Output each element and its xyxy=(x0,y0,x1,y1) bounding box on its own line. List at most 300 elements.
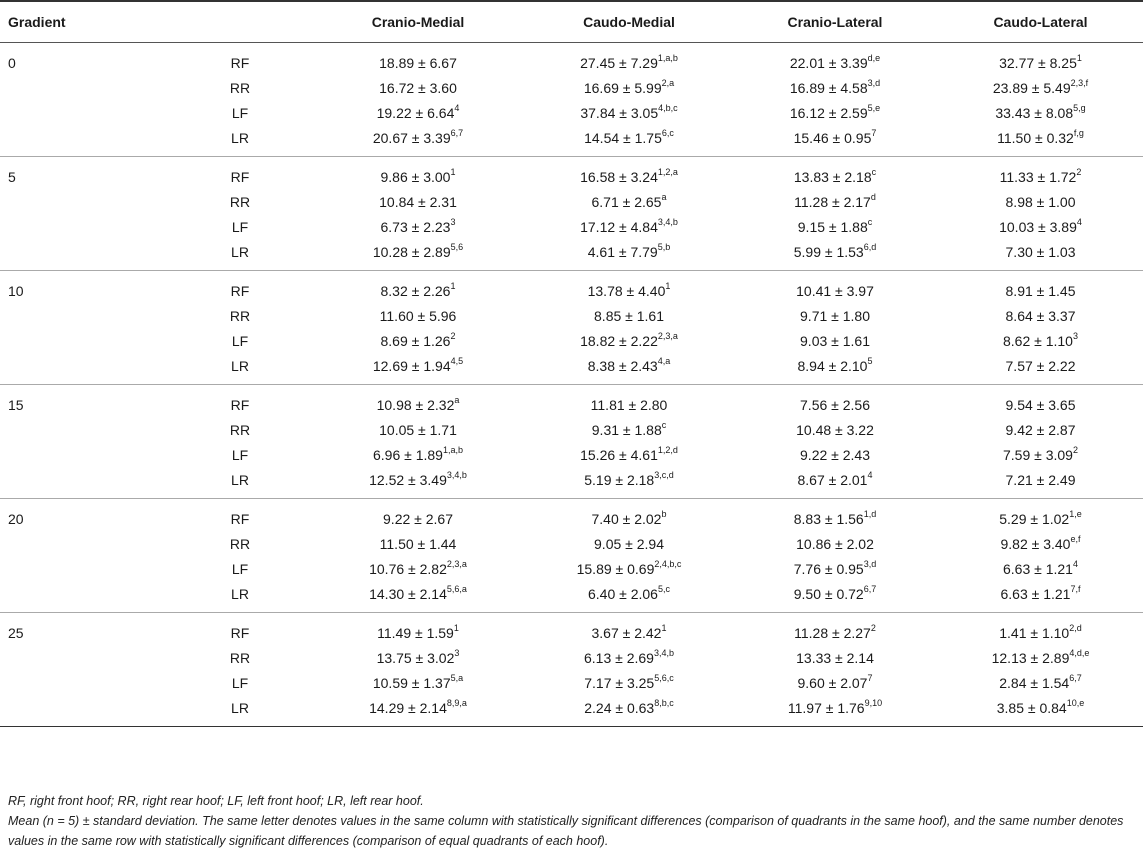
value-cell xyxy=(526,417,732,442)
mean-sd-value: 32.77 ± 8.25 xyxy=(999,54,1077,71)
significance-marker: 5,6,a xyxy=(446,583,467,594)
table-row xyxy=(0,613,1143,646)
mean-sd-value: 14.30 ± 2.14 xyxy=(369,585,447,602)
mean-sd-value: 8.38 ± 2.43 xyxy=(587,357,658,374)
table-row xyxy=(0,100,1143,125)
value-cell xyxy=(310,499,526,532)
value-cell xyxy=(310,417,526,442)
value-cell xyxy=(938,385,1143,418)
hoof-cell: LF xyxy=(231,446,249,463)
value-cell xyxy=(526,189,732,214)
significance-marker: 5 xyxy=(867,355,873,366)
value-cell xyxy=(526,75,732,100)
value-cell xyxy=(310,353,526,385)
mean-sd-value: 6.73 ± 2.23 xyxy=(380,218,451,235)
statistics-note: Mean (n = 5) ± standard deviation. The same letter denotes values in the same column with statistically significant differences (comparison of quadrants in the same hoof), and the same number denotes values in the same row with statistically significant differences (comparison of equal quadrants of each hoof). xyxy=(8,814,1124,848)
value-cell xyxy=(310,328,526,353)
value-cell xyxy=(732,189,938,214)
mean-sd-value: 7.21 ± 2.49 xyxy=(1005,471,1076,488)
value-cell xyxy=(310,189,526,214)
value-cell xyxy=(526,271,732,304)
significance-marker: 3,4,b xyxy=(653,647,674,658)
gradient-cell: 25 xyxy=(8,624,24,641)
mean-sd-value: 7.59 ± 3.09 xyxy=(1003,446,1073,463)
gradient-cell xyxy=(0,417,170,442)
significance-marker: 5,e xyxy=(867,102,881,113)
value-cell xyxy=(310,214,526,239)
value-cell xyxy=(938,125,1143,157)
hoof-cell: LR xyxy=(170,695,310,727)
hoof-cell: RR xyxy=(229,307,251,324)
gradient-cell xyxy=(0,214,170,239)
significance-marker: 4 xyxy=(454,102,460,113)
gradient-cell xyxy=(0,442,170,467)
significance-marker: e,f xyxy=(1070,533,1081,544)
mean-sd-value: 11.28 ± 2.17 xyxy=(794,193,871,210)
table-row xyxy=(0,581,1143,613)
gradient-cell xyxy=(0,695,170,727)
hoof-cell: RF xyxy=(230,54,250,71)
value-cell xyxy=(310,43,526,76)
value-cell xyxy=(526,442,732,467)
significance-marker: 6,c xyxy=(661,127,674,138)
table-row xyxy=(0,125,1143,157)
significance-marker: 2,4,b,c xyxy=(654,558,682,569)
significance-marker: 6,d xyxy=(863,241,877,252)
significance-marker: 2 xyxy=(1076,166,1082,177)
value-cell xyxy=(526,499,732,532)
table-row xyxy=(0,189,1143,214)
gradient-cell xyxy=(0,353,170,385)
value-cell xyxy=(310,303,526,328)
value-cell xyxy=(310,695,526,727)
mean-sd-value: 16.72 ± 3.60 xyxy=(379,79,457,96)
value-cell xyxy=(732,417,938,442)
value-cell xyxy=(526,239,732,271)
value-cell xyxy=(938,303,1143,328)
mean-sd-value: 6.96 ± 1.89 xyxy=(373,446,443,463)
hoof-cell: RR xyxy=(229,421,251,438)
significance-marker: 7 xyxy=(871,127,877,138)
mean-sd-value: 17.12 ± 4.84 xyxy=(580,218,658,235)
significance-marker: 2 xyxy=(450,330,456,341)
significance-marker: 8,b,c xyxy=(654,697,674,708)
mean-sd-value: 10.28 ± 2.89 xyxy=(372,243,451,260)
value-cell xyxy=(938,353,1143,385)
mean-sd-value: 6.40 ± 2.06 xyxy=(588,585,658,602)
mean-sd-value: 19.22 ± 6.64 xyxy=(376,104,455,121)
value-cell xyxy=(938,328,1143,353)
significance-marker: 2 xyxy=(1072,444,1078,455)
value-cell xyxy=(938,695,1143,727)
hoof-cell: RF xyxy=(230,624,250,641)
significance-marker: 1 xyxy=(665,280,671,291)
significance-marker: 1 xyxy=(450,280,456,291)
mean-sd-value: 11.50 ± 1.44 xyxy=(379,535,457,552)
mean-sd-value: 33.43 ± 8.08 xyxy=(995,104,1074,121)
value-cell xyxy=(526,100,732,125)
mean-sd-value: 9.71 ± 1.80 xyxy=(800,307,870,324)
value-cell xyxy=(938,43,1143,76)
gradient-cell: 20 xyxy=(8,510,24,527)
value-cell xyxy=(938,467,1143,499)
significance-marker: c xyxy=(867,216,873,227)
value-cell xyxy=(732,645,938,670)
table-row xyxy=(0,353,1143,385)
mean-sd-value: 14.29 ± 2.14 xyxy=(369,699,447,716)
value-cell xyxy=(526,581,732,613)
significance-marker: 4,d,e xyxy=(1069,647,1090,658)
value-cell xyxy=(938,499,1143,532)
significance-marker: c xyxy=(871,166,877,177)
mean-sd-value: 8.91 ± 1.45 xyxy=(1005,282,1076,299)
gradient-cell xyxy=(0,189,170,214)
hoof-cell: RR xyxy=(229,79,251,96)
gradient-cell: 15 xyxy=(8,396,24,413)
value-cell xyxy=(938,100,1143,125)
table-row xyxy=(0,43,1143,76)
gradient-cell xyxy=(0,100,170,125)
header-cranio-medial: Cranio-Medial xyxy=(310,2,526,43)
table-row xyxy=(0,531,1143,556)
table-row xyxy=(0,499,1143,532)
significance-marker: 4,a xyxy=(657,355,671,366)
value-cell xyxy=(310,645,526,670)
mean-sd-value: 9.60 ± 2.07 xyxy=(797,674,868,691)
value-cell xyxy=(526,556,732,581)
significance-marker: 5,c xyxy=(657,583,670,594)
value-cell xyxy=(732,499,938,532)
mean-sd-value: 10.84 ± 2.31 xyxy=(379,193,457,210)
mean-sd-value: 16.58 ± 3.24 xyxy=(580,168,658,185)
table-row xyxy=(0,417,1143,442)
value-cell xyxy=(526,157,732,190)
gradient-cell xyxy=(0,328,170,353)
mean-sd-value: 13.75 ± 3.02 xyxy=(376,649,455,666)
table-body xyxy=(0,43,1143,727)
mean-sd-value: 8.85 ± 1.61 xyxy=(594,307,664,324)
mean-sd-value: 15.89 ± 0.69 xyxy=(576,560,655,577)
value-cell xyxy=(526,385,732,418)
mean-sd-value: 15.26 ± 4.61 xyxy=(580,446,658,463)
value-cell xyxy=(938,581,1143,613)
value-cell xyxy=(732,43,938,76)
value-cell xyxy=(526,531,732,556)
value-cell xyxy=(310,271,526,304)
value-cell xyxy=(526,43,732,76)
mean-sd-value: 12.69 ± 1.94 xyxy=(372,357,451,374)
value-cell xyxy=(310,100,526,125)
value-cell xyxy=(732,328,938,353)
significance-marker: a xyxy=(454,394,460,405)
mean-sd-value: 16.12 ± 2.59 xyxy=(789,104,868,121)
value-cell xyxy=(938,670,1143,695)
gradient-cell xyxy=(0,467,170,499)
mean-sd-value: 20.67 ± 3.39 xyxy=(372,129,451,146)
mean-sd-value: 11.33 ± 1.72 xyxy=(999,168,1077,185)
value-cell xyxy=(526,670,732,695)
value-cell xyxy=(310,125,526,157)
mean-sd-value: 9.54 ± 3.65 xyxy=(1005,396,1076,413)
gradient-cell: 5 xyxy=(8,168,16,185)
hoof-cell: LF xyxy=(231,560,249,577)
value-cell xyxy=(526,467,732,499)
mean-sd-value: 9.15 ± 1.88 xyxy=(797,218,868,235)
value-cell xyxy=(310,556,526,581)
mean-sd-value: 3.85 ± 0.84 xyxy=(996,699,1067,716)
value-cell xyxy=(938,417,1143,442)
value-cell xyxy=(310,385,526,418)
mean-sd-value: 9.05 ± 2.94 xyxy=(594,535,664,552)
table-row xyxy=(0,157,1143,190)
significance-marker: 4 xyxy=(867,469,873,480)
significance-marker: 1 xyxy=(1076,52,1082,63)
significance-marker: 5,6,c xyxy=(654,672,674,683)
mean-sd-value: 11.50 ± 0.32 xyxy=(997,129,1074,146)
significance-marker: 5,a xyxy=(450,672,464,683)
mean-sd-value: 8.98 ± 1.00 xyxy=(1005,193,1076,210)
significance-marker: 3,4,b xyxy=(446,469,467,480)
mean-sd-value: 5.99 ± 1.53 xyxy=(793,243,864,260)
gradient-cell xyxy=(0,531,170,556)
hoof-cell: RR xyxy=(229,649,251,666)
mean-sd-value: 3.67 ± 2.42 xyxy=(591,624,662,641)
header-hoof xyxy=(170,2,310,43)
hoof-cell: LF xyxy=(231,674,249,691)
significance-marker: 2 xyxy=(870,622,876,633)
value-cell xyxy=(938,613,1143,646)
table-row xyxy=(0,239,1143,271)
mean-sd-value: 15.46 ± 0.95 xyxy=(793,129,872,146)
gradient-cell: 0 xyxy=(8,54,16,71)
significance-marker: d xyxy=(870,191,876,202)
mean-sd-value: 10.59 ± 1.37 xyxy=(372,674,451,691)
mean-sd-value: 10.48 ± 3.22 xyxy=(796,421,874,438)
mean-sd-value: 11.97 ± 1.76 xyxy=(787,699,865,716)
value-cell xyxy=(310,613,526,646)
significance-marker: b xyxy=(661,508,667,519)
header-gradient: Gradient xyxy=(0,2,170,43)
mean-sd-value: 10.03 ± 3.89 xyxy=(999,218,1077,235)
mean-sd-value: 9.50 ± 0.72 xyxy=(793,585,864,602)
hoof-cell: RF xyxy=(230,510,250,527)
significance-marker: 1,2,d xyxy=(657,444,678,455)
mean-sd-value: 5.29 ± 1.02 xyxy=(999,510,1070,527)
mean-sd-value: 9.03 ± 1.61 xyxy=(800,332,870,349)
significance-marker: 6,7 xyxy=(450,127,464,138)
mean-sd-value: 18.89 ± 6.67 xyxy=(379,54,457,71)
mean-sd-value: 9.22 ± 2.67 xyxy=(383,510,453,527)
value-cell xyxy=(732,695,938,727)
value-cell xyxy=(938,214,1143,239)
mean-sd-value: 18.82 ± 2.22 xyxy=(580,332,658,349)
table-footnotes xyxy=(8,791,1138,851)
value-cell xyxy=(526,303,732,328)
mean-sd-value: 10.98 ± 2.32 xyxy=(376,396,455,413)
table-row xyxy=(0,556,1143,581)
gradient-cell xyxy=(0,303,170,328)
mean-sd-value: 9.42 ± 2.87 xyxy=(1005,421,1076,438)
mean-sd-value: 7.57 ± 2.22 xyxy=(1005,357,1076,374)
value-cell xyxy=(526,214,732,239)
value-cell xyxy=(310,531,526,556)
value-cell xyxy=(310,670,526,695)
hoof-cell: LR xyxy=(170,239,310,271)
mean-sd-value: 2.24 ± 0.63 xyxy=(584,699,655,716)
value-cell xyxy=(310,239,526,271)
value-cell xyxy=(310,467,526,499)
hoof-cell: LF xyxy=(231,332,249,349)
value-cell xyxy=(526,695,732,727)
gradient-cell xyxy=(0,556,170,581)
mean-sd-value: 8.67 ± 2.01 xyxy=(797,471,868,488)
gradient-cell: 10 xyxy=(8,282,24,299)
significance-marker: 1 xyxy=(450,166,456,177)
mean-sd-value: 7.17 ± 3.25 xyxy=(584,674,655,691)
value-cell xyxy=(732,467,938,499)
mean-sd-value: 8.62 ± 1.10 xyxy=(1003,332,1073,349)
hoof-cell: LR xyxy=(170,467,310,499)
significance-marker: 3 xyxy=(1072,330,1078,341)
significance-marker: 7,f xyxy=(1070,583,1081,594)
hoof-cell: LR xyxy=(170,353,310,385)
mean-sd-value: 8.64 ± 3.37 xyxy=(1005,307,1076,324)
mean-sd-value: 8.32 ± 2.26 xyxy=(380,282,451,299)
gradient-cell xyxy=(0,645,170,670)
mean-sd-value: 16.89 ± 4.58 xyxy=(789,79,868,96)
mean-sd-value: 7.56 ± 2.56 xyxy=(800,396,870,413)
significance-marker: 1,a,b xyxy=(442,444,463,455)
value-cell xyxy=(732,125,938,157)
value-cell xyxy=(732,100,938,125)
significance-marker: 4,5 xyxy=(450,355,464,366)
mean-sd-value: 16.69 ± 5.99 xyxy=(583,79,662,96)
mean-sd-value: 11.49 ± 1.59 xyxy=(377,624,454,641)
mean-sd-value: 10.41 ± 3.97 xyxy=(796,282,874,299)
mean-sd-value: 6.71 ± 2.65 xyxy=(591,193,662,210)
significance-marker: 5,b xyxy=(657,241,671,252)
mean-sd-value: 9.22 ± 2.43 xyxy=(800,446,870,463)
value-cell xyxy=(526,125,732,157)
mean-sd-value: 11.28 ± 2.27 xyxy=(794,624,871,641)
value-cell xyxy=(732,613,938,646)
mean-sd-value: 9.82 ± 3.40 xyxy=(1000,535,1071,552)
value-cell xyxy=(732,531,938,556)
value-cell xyxy=(732,670,938,695)
significance-marker: 3,d xyxy=(867,77,881,88)
significance-marker: 4 xyxy=(1072,558,1078,569)
value-cell xyxy=(938,442,1143,467)
significance-marker: f,g xyxy=(1073,127,1084,138)
gradient-cell xyxy=(0,125,170,157)
gradient-cell xyxy=(0,670,170,695)
mean-sd-value: 5.19 ± 2.18 xyxy=(584,471,655,488)
value-cell xyxy=(938,271,1143,304)
table-row xyxy=(0,467,1143,499)
mean-sd-value: 2.84 ± 1.54 xyxy=(999,674,1070,691)
hoof-cell: RR xyxy=(229,193,251,210)
significance-marker: 7 xyxy=(867,672,873,683)
hoof-cell: RF xyxy=(230,168,250,185)
value-cell xyxy=(732,581,938,613)
significance-marker: 2,d xyxy=(1069,622,1082,633)
value-cell xyxy=(938,556,1143,581)
value-cell xyxy=(310,157,526,190)
mean-sd-value: 27.45 ± 7.29 xyxy=(580,54,658,71)
significance-marker: 1,d xyxy=(863,508,877,519)
mean-sd-value: 1.41 ± 1.10 xyxy=(999,624,1070,641)
value-cell xyxy=(310,442,526,467)
table-row xyxy=(0,303,1143,328)
mean-sd-value: 37.84 ± 3.05 xyxy=(580,104,659,121)
significance-marker: 1 xyxy=(661,622,667,633)
significance-marker: 2,3,a xyxy=(446,558,467,569)
significance-marker: 6,7 xyxy=(863,583,877,594)
mean-sd-value: 8.69 ± 1.26 xyxy=(380,332,451,349)
table-row xyxy=(0,442,1143,467)
table-row xyxy=(0,328,1143,353)
mean-sd-value: 11.60 ± 5.96 xyxy=(379,307,457,324)
table-row xyxy=(0,271,1143,304)
significance-marker: 6,7 xyxy=(1069,672,1082,683)
mean-sd-value: 10.86 ± 2.02 xyxy=(796,535,874,552)
value-cell xyxy=(732,385,938,418)
header-caudo-lateral: Caudo-Lateral xyxy=(938,2,1143,43)
value-cell xyxy=(732,157,938,190)
table-row xyxy=(0,695,1143,727)
significance-marker: 3 xyxy=(454,647,460,658)
data-table xyxy=(0,2,1143,727)
hoof-cell: LR xyxy=(170,125,310,157)
mean-sd-value: 23.89 ± 5.49 xyxy=(992,79,1071,96)
significance-marker: 9,10 xyxy=(864,697,883,708)
value-cell xyxy=(526,645,732,670)
value-cell xyxy=(938,531,1143,556)
value-cell xyxy=(732,353,938,385)
mean-sd-value: 8.83 ± 1.56 xyxy=(793,510,864,527)
significance-marker: a xyxy=(661,191,667,202)
mean-sd-value: 22.01 ± 3.39 xyxy=(789,54,868,71)
hoof-cell: LF xyxy=(231,218,249,235)
header-row xyxy=(0,2,1143,43)
value-cell xyxy=(310,75,526,100)
value-cell xyxy=(526,328,732,353)
significance-marker: 3,d xyxy=(863,558,877,569)
significance-marker: 3,c,d xyxy=(654,469,674,480)
mean-sd-value: 8.94 ± 2.10 xyxy=(797,357,868,374)
significance-marker: 1 xyxy=(453,622,459,633)
mean-sd-value: 10.76 ± 2.82 xyxy=(369,560,447,577)
gradient-cell xyxy=(0,75,170,100)
value-cell xyxy=(526,353,732,385)
significance-marker: 10,e xyxy=(1066,697,1085,708)
header-caudo-medial: Caudo-Medial xyxy=(526,2,732,43)
value-cell xyxy=(732,239,938,271)
value-cell xyxy=(938,157,1143,190)
value-cell xyxy=(732,271,938,304)
mean-sd-value: 13.78 ± 4.40 xyxy=(587,282,666,299)
value-cell xyxy=(938,75,1143,100)
significance-marker: 4 xyxy=(1076,216,1082,227)
mean-sd-value: 14.54 ± 1.75 xyxy=(584,129,662,146)
hoof-cell: LR xyxy=(170,581,310,613)
significance-marker: 3 xyxy=(450,216,456,227)
significance-marker: 1,e xyxy=(1069,508,1082,519)
mean-sd-value: 7.40 ± 2.02 xyxy=(591,510,662,527)
value-cell xyxy=(938,239,1143,271)
value-cell xyxy=(526,613,732,646)
table-row xyxy=(0,645,1143,670)
